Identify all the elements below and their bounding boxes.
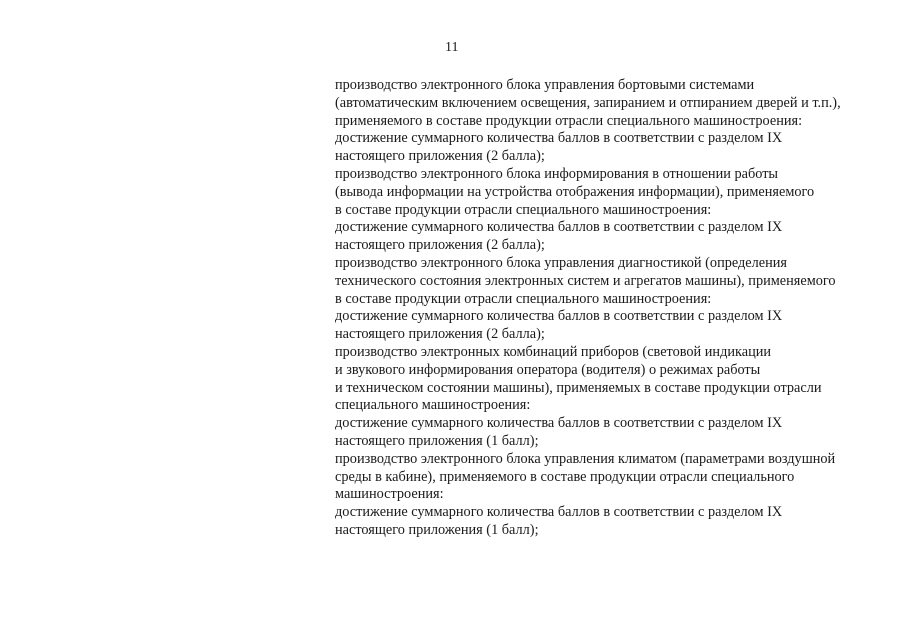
text-line: среды в кабине), применяемого в составе продукции отрасли специального [335, 468, 795, 485]
text-line: производство электронного блока информирования в отношении работы [335, 165, 779, 182]
text-line: производство электронного блока управления климатом (параметрами воздушной [335, 450, 836, 467]
page-number: 11 [445, 40, 459, 55]
text-line: (вывода информации на устройства отображения информации), применяемого [335, 183, 815, 200]
text-line: применяемого в составе продукции отрасли специального машиностроения: [335, 112, 803, 129]
text-line: и звукового информирования оператора (водителя) о режимах работы [335, 361, 761, 378]
text-line: производство электронного блока управления бортовыми системами [335, 77, 755, 93]
text-line: достижение суммарного количества баллов в соответствии с разделом IX [335, 308, 783, 325]
text-line: машиностроения: [335, 486, 444, 503]
text-line: производство электронных комбинаций приборов (световой индикации [335, 343, 772, 360]
text-line: достижение суммарного количества баллов в соответствии с разделом IX [335, 415, 783, 432]
text-line: достижение суммарного количества баллов в соответствии с разделом IX [335, 130, 783, 147]
text-line: и техническом состоянии машины), применяемых в составе продукции отрасли [335, 379, 822, 396]
text-line: в составе продукции отрасли специального машиностроения: [335, 290, 712, 307]
text-line: настоящего приложения (2 балла); [335, 148, 545, 165]
text-line: настоящего приложения (1 балл); [335, 432, 539, 449]
text-line: достижение суммарного количества баллов в соответствии с разделом IX [335, 219, 783, 236]
text-line: в составе продукции отрасли специального машиностроения: [335, 201, 712, 218]
text-line: (автоматическим включением освещения, запиранием и отпиранием дверей и т.п.), [335, 94, 841, 111]
text-line: технического состояния электронных систем и агрегатов машины), применяемого [335, 272, 836, 289]
text-line: настоящего приложения (2 балла); [335, 237, 545, 254]
text-line: производство электронного блока управления диагностикой (определения [335, 254, 788, 271]
text-line: настоящего приложения (2 балла); [335, 326, 545, 343]
text-line: настоящего приложения (1 балл); [335, 521, 539, 538]
text-line: специального машиностроения: [335, 397, 531, 414]
document-body [335, 77, 880, 540]
text-line: достижение суммарного количества баллов в соответствии с разделом IX [335, 504, 783, 521]
